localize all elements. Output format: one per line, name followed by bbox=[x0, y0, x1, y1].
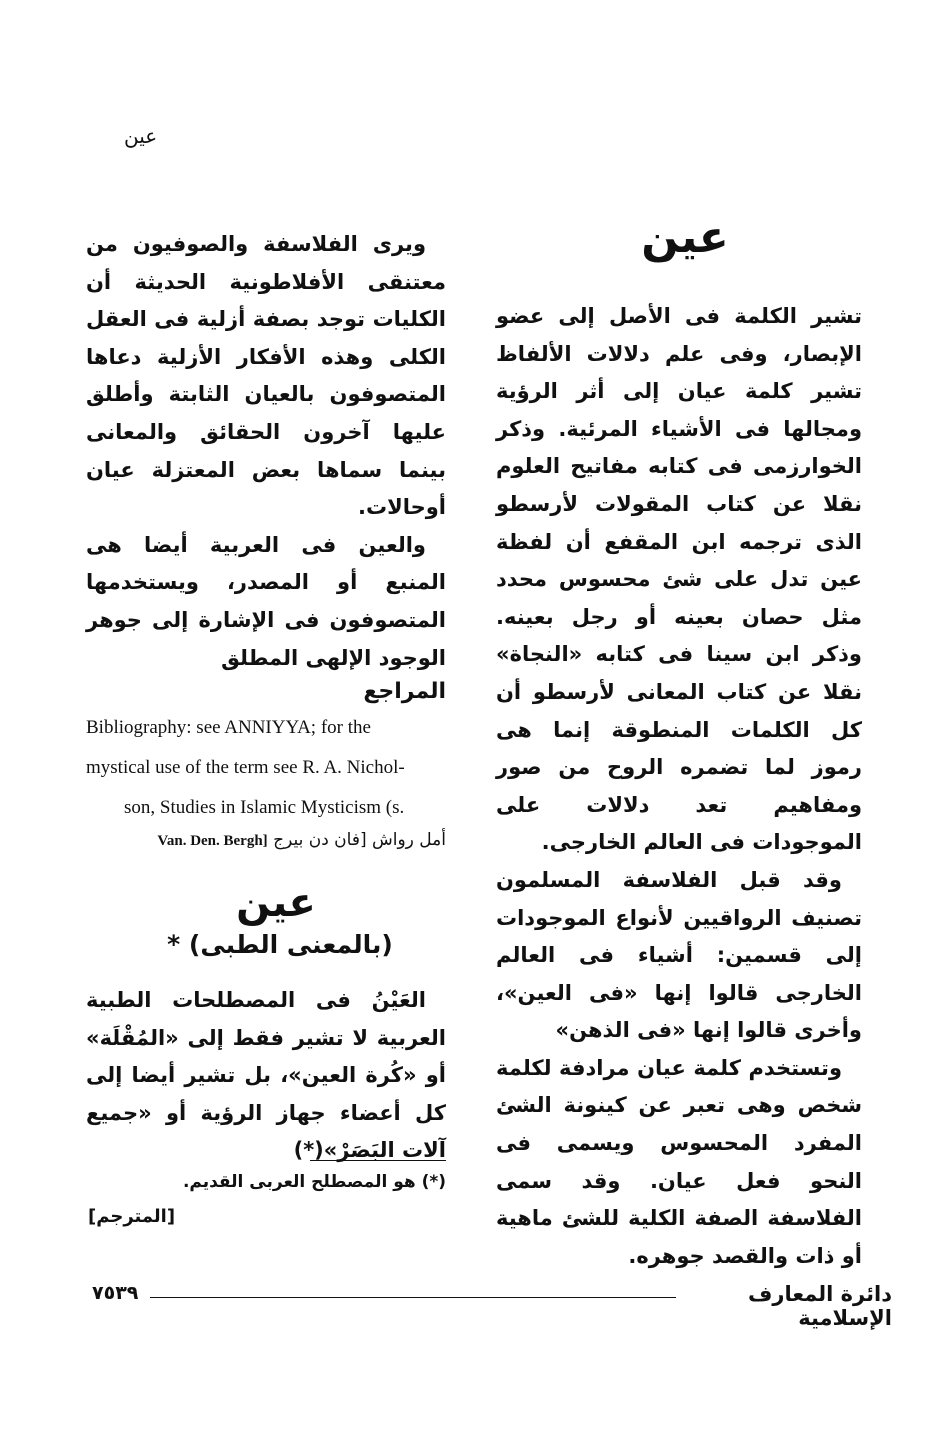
paragraph: ويرى الفلاسفة والصوفيون من معتنقى الأفلاطونية الحديثة أن الكليات توجد بصفة أزلية فى العقل الكلى وهذه الأفكار الأزلية دعاها المتصوفون بالعيان الثابتة وأطلق عليها آخرون الحقائق والمعانى بينما سماها بعض المعتزلة عيان أوحالات. bbox=[86, 232, 446, 520]
running-head: عين bbox=[124, 124, 158, 148]
references-heading: المراجع bbox=[363, 679, 446, 705]
footnote-sign: [المترجم] bbox=[88, 1206, 176, 1227]
translator-arabic: أمل رواش [فان دن بيرج bbox=[273, 830, 446, 851]
paragraph: تشير الكلمة فى الأصل إلى عضو الإبصار، وفى علم دلالات الألفاظ تشير كلمة عيان إلى أثر الرؤية ومجالها فى الأشياء المرئية. وذكر الخوارزمى فى كتابه مفاتيح العلوم نقلا عن كتاب المقولات لأرسطو الذى ترجمه ابن المقفع أن لفظة عين تدل على شئ محسوس محدد مثل حصان بعينه أو رجل بعينه. وذكر ابن سينا فى كتابه «النجاة» نقلا عن كتاب المعانى لأرسطو أن كل الكلمات المنطوقة إنما هى رموز لما تضمره الروح من صور ومفاهيم تعد دلالات على الموجودات فى العالم الخارجى. bbox=[496, 304, 862, 855]
bibliography-line: mystical use of the term see R. A. Nichol- bbox=[86, 757, 405, 779]
paragraph: وقد قبل الفلاسفة المسلمون تصنيف الرواقيين لأنواع الموجودات إلى قسمين: أشياء فى العالم الخارجى قالوا إنها «فى العين»، وأخرى قالوا إنها «فى الذهن» bbox=[496, 867, 862, 1043]
bibliography-line: son, Studies in Islamic Mysticism (s. bbox=[124, 797, 405, 819]
footer-journal-title: دائرة المعارف الإسلامية bbox=[747, 1282, 892, 1330]
right-column bbox=[496, 298, 862, 1275]
article-title: عين bbox=[641, 212, 729, 263]
paragraph: وتستخدم كلمة عيان مرادفة لكلمة شخص وهى تعبر عن كينونة الشئ المفرد المحسوس ويسمى فى النحو فعل عيان. وقد سمى الفلاسفة الصفة الكلية للشئ ماهية أو ذات والقصد جوهره. bbox=[496, 1055, 862, 1268]
translator-latin: Van. Den. Bergh] bbox=[157, 833, 268, 850]
paragraph: والعين فى العربية أيضا هى المنبع أو المصدر، ويستخدمها المتصوفون فى الإشارة إلى جوهر الوجود الإلهى المطلق bbox=[86, 532, 446, 670]
footnote-rule bbox=[310, 1160, 446, 1161]
footnote: (*) هو المصطلح العربى القديم. bbox=[182, 1172, 446, 1192]
second-title: عين bbox=[236, 880, 316, 926]
left-column bbox=[86, 226, 446, 850]
second-subtitle: (بالمعنى الطبى) * bbox=[167, 930, 393, 959]
footer-rule bbox=[150, 1297, 676, 1298]
bibliography bbox=[86, 708, 446, 828]
bibliography-line: Bibliography: see ANNIYYA; for the bbox=[86, 717, 371, 739]
medical-section bbox=[86, 982, 446, 1170]
page-number: ٧٥٣٩ bbox=[92, 1282, 139, 1304]
paragraph: العَيْنُ فى المصطلحات الطبية العربية لا تشير فقط إلى «المُقْلَة» أو «كُرة العين»، بل تشير أيضا إلى كل أعضاء جهاز الرؤية أو «جميع آلات البَصَرْ»(*) bbox=[86, 988, 446, 1163]
translator-credit bbox=[86, 830, 446, 850]
